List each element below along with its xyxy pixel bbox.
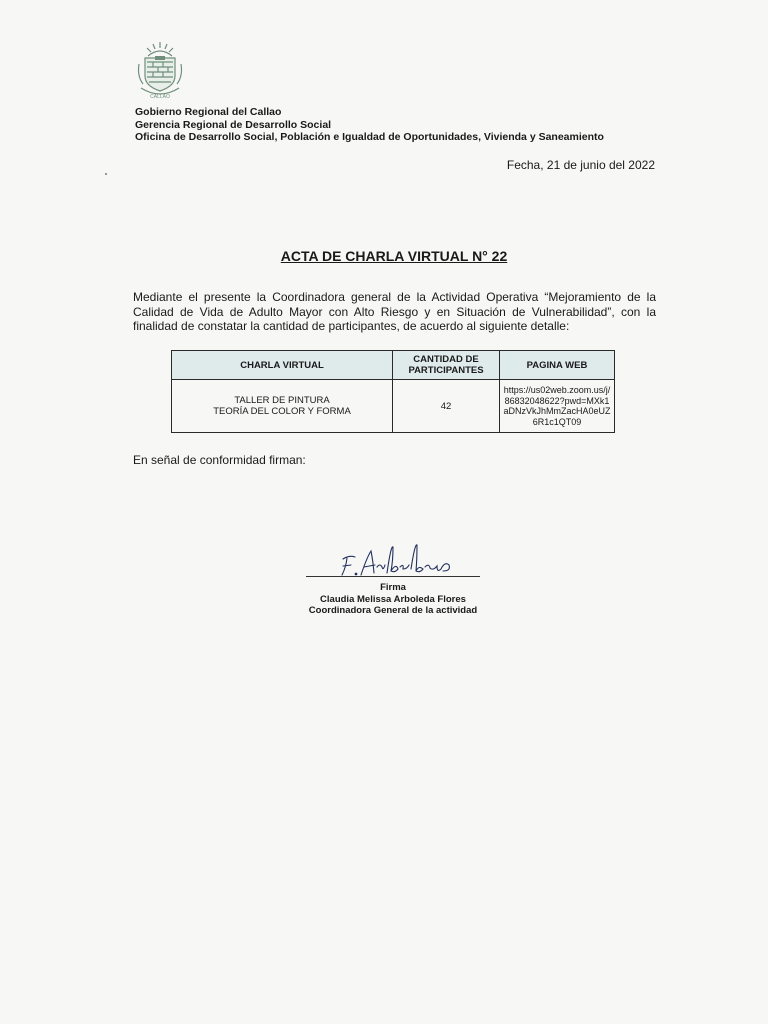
- organization-header: [135, 106, 604, 144]
- signature-label: Firma: [380, 582, 406, 593]
- svg-text:CALLAO: CALLAO: [150, 94, 170, 100]
- column-header-pagina-web: PAGINA WEB: [500, 351, 615, 380]
- column-header-cantidad: CANTIDAD DE PARTICIPANTES: [393, 351, 500, 380]
- handwritten-signature: [333, 537, 463, 581]
- table-row: [172, 380, 615, 433]
- conformity-statement: En señal de conformidad firman:: [133, 453, 306, 467]
- signature-line: [306, 576, 480, 577]
- document-title: ACTA DE CHARLA VIRTUAL N° 22: [280, 248, 508, 264]
- signature-block: [293, 582, 493, 617]
- org-line-management: Gerencia Regional de Desarrollo Social: [135, 118, 332, 131]
- cell-pagina-web[interactable]: https://us02web.zoom.us/j/86832048622?pwd=MXk1aDNzVkJhMmZacHA0eUZ6R1c1QT09: [500, 380, 615, 433]
- org-line-government: Gobierno Regional del Callao: [135, 106, 282, 118]
- charla-line-2: TEORÍA DEL COLOR Y FORMA: [213, 406, 351, 417]
- scan-speck: [105, 173, 107, 175]
- participants-table: [171, 350, 615, 433]
- signer-name: Claudia Melissa Arboleda Flores: [320, 593, 466, 605]
- signer-role: Coordinadora General de la actividad: [308, 605, 478, 616]
- document-date: Fecha, 21 de junio del 2022: [506, 158, 655, 172]
- table-header-row: [172, 351, 615, 380]
- org-line-office: Oficina de Desarrollo Social, Población e Igualdad de Oportunidades, Vivienda y Saneamiento: [135, 131, 604, 143]
- column-header-charla: CHARLA VIRTUAL: [172, 351, 393, 380]
- cell-charla: [172, 380, 393, 433]
- cell-cantidad: 42: [393, 380, 500, 433]
- charla-line-1: TALLER DE PINTURA: [234, 395, 330, 406]
- intro-paragraph: Mediante el presente la Coordinadora general de la Actividad Operativa “Mejoramiento de la Calidad de Vida de Adulto Mayor con Alto Riesgo y en Situación de Vulnerabilidad”, con la finalidad de constatar la cantidad de participantes, de acuerdo al siguiente detalle:: [133, 290, 656, 333]
- callao-coat-of-arms-icon: [133, 38, 187, 104]
